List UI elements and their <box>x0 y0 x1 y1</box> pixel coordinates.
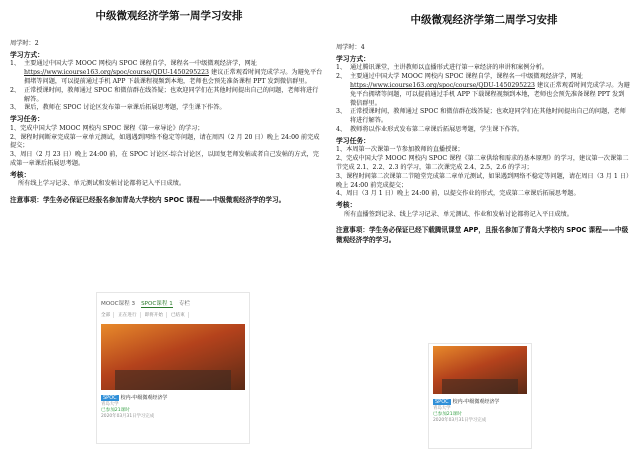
week1-title: 中级微观经济学第一周学习安排 <box>95 10 243 22</box>
app-tabs <box>97 293 249 308</box>
week1-mode-list <box>10 60 324 113</box>
week2-task-heading: 学习任务： <box>336 136 370 145</box>
course-progress-small: 已参加21课时 <box>433 411 462 417</box>
week1-task-list <box>10 125 324 169</box>
mode-item <box>336 64 630 73</box>
course-date-small: 2020年03月31日学习完成 <box>433 417 487 423</box>
week2-exam-text: 所有直播签到记录、线上学习记录、单元测试、作业和发帖讨论都将记入平日成绩。 <box>344 210 573 218</box>
week1-body <box>10 40 324 212</box>
mode-item <box>10 87 324 105</box>
tab-mooc: MOOC课程 3 <box>101 301 136 307</box>
mode-item-text-before: 主要通过中国大学 MOOC 网校内 SPOC 课程自学，课程名一中级微观经济学，网址 <box>24 60 257 68</box>
course-name: 校内-中级微观经济学 <box>120 395 168 401</box>
week2-mode-heading: 学习方式： <box>336 54 370 63</box>
mode-item-number: 2、 <box>10 86 21 94</box>
course-school: 青岛大学 <box>101 402 119 407</box>
mode-item-text-before: 通过腾讯课堂，主讲教师以直播形式进行第一章经济的串讲和案例分析。 <box>350 64 548 72</box>
mode-item-text-after: 建议正常观看时间完成学习。为避免平台拥堵等问题，可以提前通过手机 APP 下载课程视频到本地，老师也会预先准备课程 PPT 发到微信群里。 <box>24 69 323 86</box>
mode-item-text <box>24 87 324 105</box>
mode-item <box>336 73 630 108</box>
task-item: 1、完成中国大学 MOOC 网校内 SPOC 课程《第一章导论》的学习； <box>10 124 204 132</box>
mode-item-number: 1、 <box>10 60 21 68</box>
mode-item-text <box>350 64 630 73</box>
week2-hours: 周学时：4 <box>336 44 365 51</box>
spoc-tag-small: SPOC <box>435 398 449 405</box>
task-item: 4、周日（3 月 1 日）晚上 24:00 前，以提交作业的形式，完成第二章课后拓展思考题。 <box>336 190 580 198</box>
app-filters <box>97 308 249 322</box>
task-item: 2、课程时间断章完成第一章单元测试，如遇遇到网络不稳定等问题，请在周四（2 月 20 日）晚上 24:00 前完成提交； <box>10 133 320 150</box>
tab-column: 专栏 <box>178 301 191 307</box>
mode-item-number: 4、 <box>336 126 347 134</box>
week2-task-list <box>336 146 630 199</box>
filter-upcoming: 即将开始 <box>145 312 167 318</box>
week2-note: 注意事项：学生务必保证已经下载腾讯课堂 APP，且报名参加了青岛大学校内 SPOC 课程——中级微观经济学的学习。 <box>336 226 629 244</box>
week1-mode-heading: 学习方式： <box>10 50 44 59</box>
course-banner-image-small <box>433 346 527 394</box>
mode-item-text <box>350 73 630 108</box>
mode-item-text <box>24 60 324 86</box>
spoc-app-screenshot <box>96 292 250 444</box>
mode-item-number: 3、 <box>10 104 21 112</box>
filter-all: 全部 <box>101 312 114 318</box>
course-card-small <box>429 396 531 425</box>
course-name-small: 校内-中级微观经济学 <box>452 398 500 405</box>
course-card <box>97 392 249 421</box>
week2-mode-list <box>336 64 630 134</box>
mode-item <box>10 104 324 113</box>
week2-title: 中级微观经济学第二周学习安排 <box>410 14 558 26</box>
mode-item-text <box>24 104 324 113</box>
week2-exam-heading: 考核： <box>336 201 357 210</box>
mode-item-text-before: 正常授课时间，教师通过 SPOC 和微信群在线答疑；也欢迎同学们在其他时间提出自己的问题，老师将进行解答。 <box>350 108 626 125</box>
mode-item-number: 1、 <box>336 64 347 72</box>
mode-item <box>336 126 630 135</box>
task-item: 3、周日（2 月 23 日）晚上 24:00 前，在 SPOC 讨论区-综合讨论区，以回复老师发帖或者自己发帖的方式，完成第一章课后拓展思考题。 <box>10 151 319 168</box>
course-banner-image <box>101 324 245 390</box>
tab-spoc: SPOC课程 1 <box>141 301 173 307</box>
week1-hours: 周学时：2 <box>10 40 39 47</box>
course-school-small: 青岛大学 <box>433 405 451 411</box>
week1-task-heading: 学习任务： <box>10 115 44 124</box>
task-item: 2、完成中国大学 MOOC 网校内 SPOC 课程《第二章供给和需求的基本原理》的学习，建议第一次课第二节完成 2.1、2.2、2.3 的学习，第二次课完成 2.4、2.5、2.6 的学习； <box>336 155 629 172</box>
week1-note: 注意事项：学生务必保证已经报名参加青岛大学校内 SPOC 课程——中级微观经济学的学习。 <box>10 195 286 204</box>
mode-item-number: 3、 <box>336 108 347 116</box>
mode-item-text <box>350 126 630 135</box>
filter-ended: 已结束 <box>171 312 189 318</box>
course-progress: 已参加21课时 <box>101 408 130 413</box>
mode-item <box>336 108 630 126</box>
mode-item-text-after: 建议正常观看时间完成学习。为避免平台拥堵等问题，可以提前通过手机 APP 下载课程视频到本地，老师也会预先准备课程 PPT 发到微信群里。 <box>350 82 630 107</box>
mode-item-number: 2、 <box>336 73 347 81</box>
course-url-link[interactable]: https://www.icourse163.org/spoc/course/QDU-1450295223 <box>24 69 209 77</box>
week2-body <box>336 44 630 252</box>
course-date: 2020年03月31日学习完成 <box>101 414 155 419</box>
mode-item-text-before: 正常授课时间，教师通过 SPOC 和微信群在线答疑；也欢迎同学们在其他时间提出自己的问题，老师将进行解答。 <box>24 86 319 103</box>
spoc-tag: SPOC <box>103 395 117 401</box>
mode-item-text-before: 课后，教师在 SPOC 讨论区发布第一章课后拓展思考题，学生课下作答。 <box>24 104 226 112</box>
week1-exam-text: 所有线上学习记录、单元测试和发帖讨论都将记入平日成绩。 <box>18 180 186 188</box>
spoc-app-screenshot-small <box>428 343 532 449</box>
task-item: 3、课程时间第二次课第二节随堂完成第二章单元测试，如果遇到网络不稳定等问题，请在周日（3 月 1 日）晚上 24:00 前完成提交； <box>336 172 630 189</box>
course-url-link[interactable]: https://www.icourse163.org/spoc/course/QDU-1450295223 <box>350 82 535 90</box>
mode-item-text <box>350 108 630 126</box>
week1-exam-heading: 考核： <box>10 170 31 179</box>
mode-item-text-before: 教师将以作业形式发布第二章课后拓展思考题，学生课下作答。 <box>350 126 524 134</box>
filter-ongoing: 正在进行 <box>118 312 140 318</box>
mode-item <box>10 60 324 86</box>
mode-item-text-before: 主要通过中国大学 MOOC 网校内 SPOC 课程自学，课程名一中级微观经济学，网址 <box>350 73 583 81</box>
task-item: 1、本周第一次课第一节参加教师的直播授课； <box>336 146 464 154</box>
